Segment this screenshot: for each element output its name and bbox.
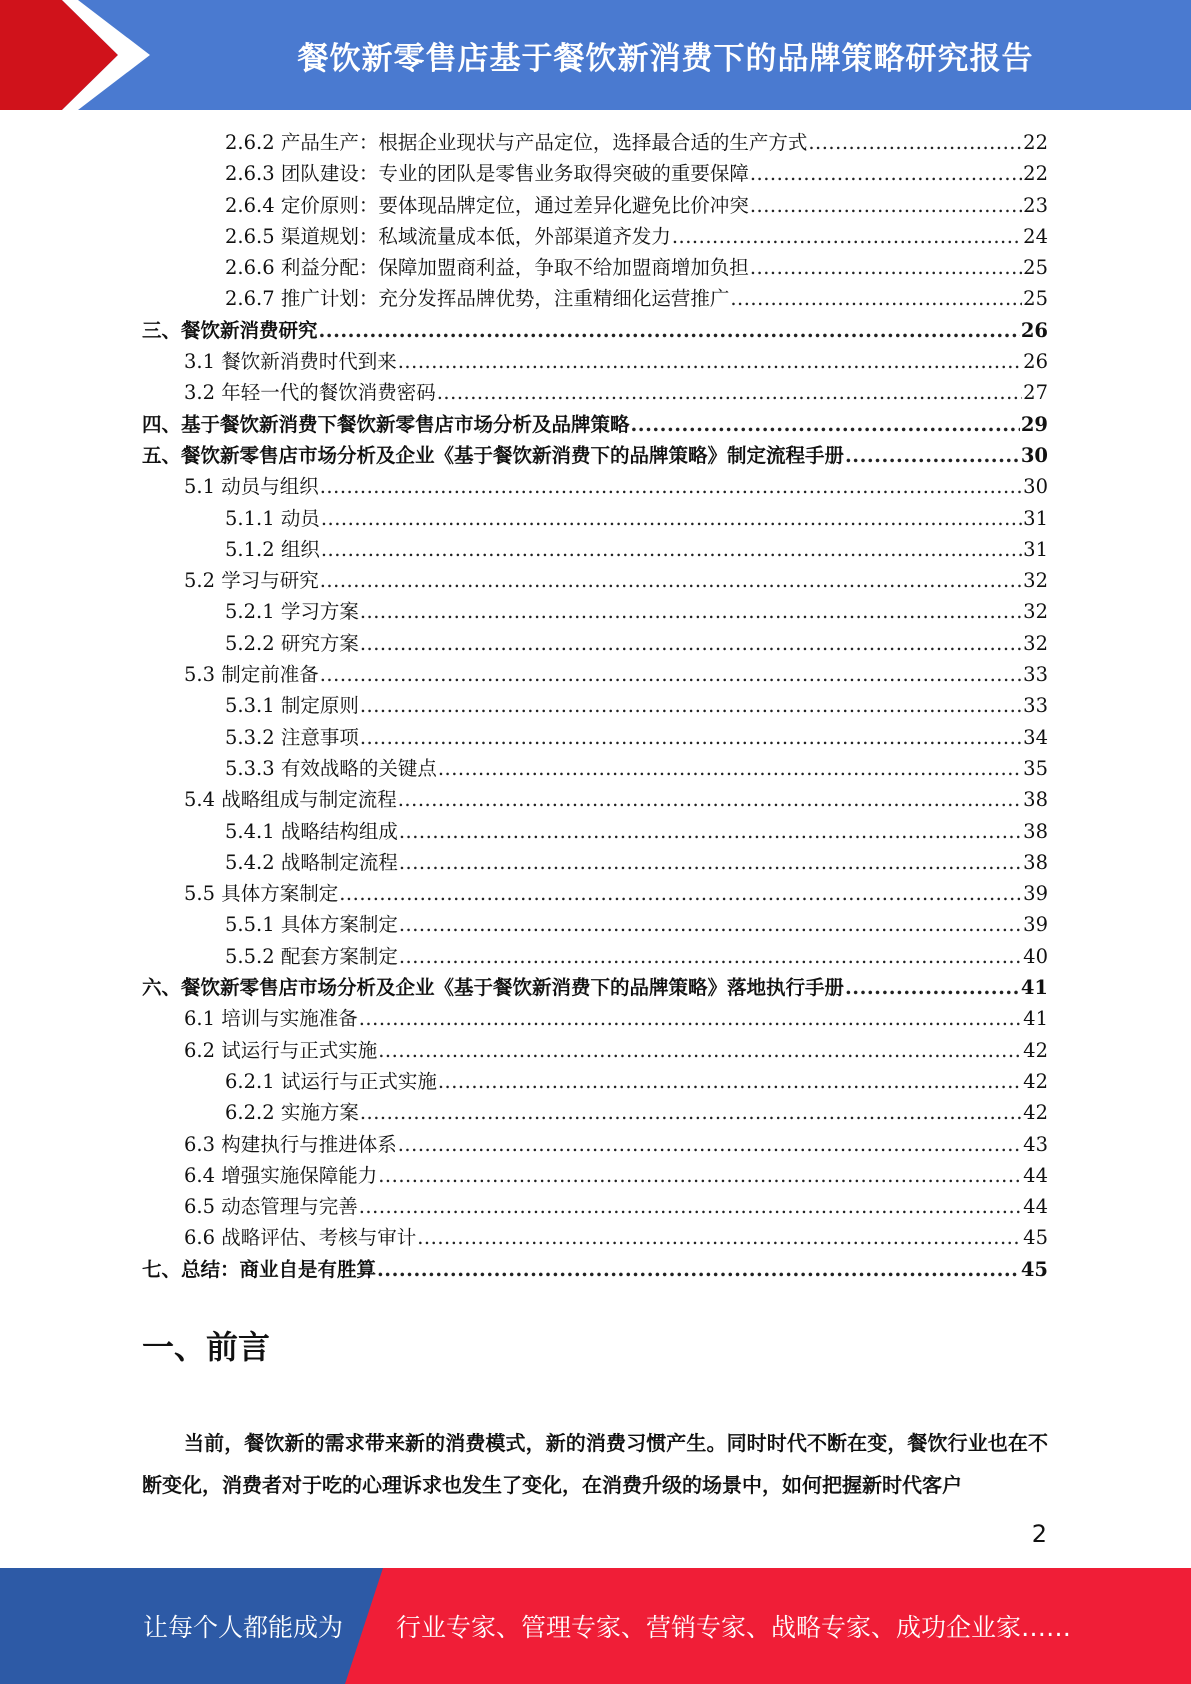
toc-entry-label: 6.1 培训与实施准备 [184,1007,358,1031]
toc-entry[interactable] [142,596,1048,627]
toc-entry-label: 2.6.2 产品生产：根据企业现状与产品定位，选择最合适的生产方式 [225,131,808,154]
toc-dot-leader [845,976,1020,999]
toc-entry-label: 5.2.2 研究方案 [225,631,359,655]
toc-entry-label: 5.5.2 配套方案制定 [225,944,398,968]
toc-dot-leader [360,600,1022,623]
toc-dot-leader [319,319,1020,342]
toc-dot-leader [360,1101,1022,1124]
toc-entry-label: 四、基于餐饮新消费下餐饮新零售店市场分析及品牌策略 [142,412,630,436]
toc-entry-label: 3.2 年轻一代的餐饮消费密码 [184,381,436,405]
toc-entry[interactable] [142,1035,1048,1066]
toc-entry-page: 32 [1023,631,1048,655]
toc-entry-page: 22 [1023,131,1048,154]
toc-dot-leader [750,194,1022,217]
toc-entry-page: 41 [1023,1007,1048,1031]
toc-dot-leader [672,225,1022,248]
toc-dot-leader [339,882,1022,905]
toc-entry-page: 35 [1023,756,1048,780]
toc-entry[interactable] [142,377,1048,408]
toc-dot-leader [360,726,1022,749]
footer-slogan-right: 行业专家、管理专家、营销专家、战略专家、成功企业家…… [396,1613,1072,1642]
toc-entry-label: 2.6.3 团队建设：专业的团队是零售业务取得突破的重要保障 [225,162,749,186]
toc-dot-leader [399,851,1022,874]
toc-entry[interactable] [142,690,1048,721]
toc-entry-label: 5.1.2 组织 [225,537,320,561]
toc-entry-page: 40 [1023,944,1048,968]
toc-entry[interactable] [142,816,1048,847]
toc-entry-page: 38 [1023,850,1048,874]
toc-entry-label: 6.5 动态管理与完善 [184,1195,358,1219]
toc-entry-label: 2.6.7 推广计划：充分发挥品牌优势，注重精细化运营推广 [225,287,730,311]
toc-entry[interactable] [142,158,1048,189]
report-title: 餐饮新零售店基于餐饮新消费下的品牌策略研究报告 [297,40,1034,77]
toc-dot-leader [377,1258,1020,1281]
toc-dot-leader [808,131,1022,154]
toc-entry-page: 31 [1023,506,1048,530]
toc-entry-page: 39 [1023,882,1048,906]
toc-entry-label: 5.3.2 注意事项 [225,725,359,749]
toc-entry[interactable] [142,409,1048,440]
toc-entry-label: 5.2.1 学习方案 [225,600,359,624]
toc-entry[interactable] [142,1129,1048,1160]
toc-entry-label: 5.3.3 有效战略的关键点 [225,756,437,780]
toc-entry-page: 31 [1023,537,1048,561]
toc-entry-label: 5.5 具体方案制定 [184,882,339,906]
toc-entry[interactable] [142,1066,1048,1097]
toc-entry-page: 32 [1023,600,1048,624]
toc-dot-leader [438,1070,1022,1093]
body-paragraph: 当前，餐饮新的需求带来新的消费模式，新的消费习惯产生。同时时代不断在变，餐饮行业也在不断变化，消费者对于吃的心理诉求也发生了变化，在消费升级的场景中，如何把握新时代客户 [142,1431,1048,1497]
toc-dot-leader [398,350,1022,373]
toc-entry[interactable] [142,534,1048,565]
toc-entry[interactable] [142,127,1048,158]
toc-entry-label: 6.2.1 试运行与正式实施 [225,1069,437,1093]
toc-entry-page: 30 [1023,475,1048,499]
toc-entry-page: 44 [1023,1163,1048,1187]
toc-entry-label: 5.3.1 制定原则 [225,694,359,718]
toc-entry-label: 5.4.1 战略结构组成 [225,819,398,843]
toc-entry[interactable] [142,1254,1048,1285]
toc-entry-label: 五、餐饮新零售店市场分析及企业《基于餐饮新消费下的品牌策略》制定流程手册 [142,443,845,467]
toc-dot-leader [360,694,1022,717]
toc-entry-label: 5.1.1 动员 [225,506,320,530]
toc-dot-leader [750,256,1022,279]
page-header [0,0,1191,110]
toc-dot-leader [399,913,1022,936]
toc-dot-leader [378,1164,1022,1187]
toc-entry[interactable] [142,722,1048,753]
toc-entry-page: 32 [1023,569,1048,593]
toc-entry-page: 33 [1023,663,1048,687]
toc-entry-page: 25 [1023,287,1048,311]
toc-entry[interactable] [142,346,1048,377]
toc-entry-label: 三、餐饮新消费研究 [142,318,318,342]
toc-entry[interactable] [142,972,1048,1003]
toc-dot-leader [359,1007,1022,1030]
toc-entry-page: 38 [1023,819,1048,843]
toc-entry-page: 22 [1023,162,1048,186]
toc-entry[interactable] [142,1191,1048,1222]
toc-dot-leader [417,1226,1022,1249]
toc-entry[interactable] [142,440,1048,471]
table-of-contents [142,127,1048,1285]
toc-entry-page: 29 [1020,412,1048,436]
toc-dot-leader [321,538,1022,561]
toc-entry[interactable] [142,221,1048,252]
toc-dot-leader [398,788,1022,811]
toc-entry-label: 6.2.2 实施方案 [225,1101,359,1125]
toc-dot-leader [398,1133,1022,1156]
toc-entry-page: 41 [1020,976,1048,1000]
toc-dot-leader [438,757,1022,780]
toc-entry[interactable] [142,565,1048,596]
toc-entry-page: 30 [1020,443,1048,467]
toc-entry-label: 5.4.2 战略制定流程 [225,850,398,874]
toc-dot-leader [730,287,1022,310]
toc-entry[interactable] [142,190,1048,221]
toc-entry-page: 27 [1023,381,1048,405]
page-number: 2 [1031,1520,1047,1548]
toc-entry-label: 6.3 构建执行与推进体系 [184,1132,397,1156]
toc-entry[interactable] [142,252,1048,283]
toc-entry-label: 2.6.4 定价原则：要体现品牌定位，通过差异化避免比价冲突 [225,193,749,217]
toc-entry-page: 26 [1020,318,1048,342]
toc-entry-page: 26 [1023,350,1048,374]
toc-entry[interactable] [142,659,1048,690]
toc-dot-leader [320,475,1022,498]
toc-entry-label: 5.1 动员与组织 [184,475,319,499]
toc-entry-label: 2.6.6 利益分配：保障加盟商利益，争取不给加盟商增加负担 [225,256,749,280]
toc-entry[interactable] [142,784,1048,815]
toc-entry-label: 5.5.1 具体方案制定 [225,913,398,937]
toc-entry[interactable] [142,1160,1048,1191]
toc-entry-page: 33 [1023,694,1048,718]
toc-entry-page: 24 [1023,224,1048,248]
toc-entry-label: 5.4 战略组成与制定流程 [184,788,397,812]
toc-entry[interactable] [142,471,1048,502]
toc-dot-leader [437,381,1022,404]
toc-entry-page: 38 [1023,788,1048,812]
toc-dot-leader [320,569,1022,592]
toc-entry[interactable] [142,878,1048,909]
toc-entry-label: 六、餐饮新零售店市场分析及企业《基于餐饮新消费下的品牌策略》落地执行手册 [142,976,845,1000]
toc-entry[interactable] [142,941,1048,972]
toc-dot-leader [631,413,1020,436]
toc-entry[interactable] [142,628,1048,659]
toc-dot-leader [845,444,1020,467]
toc-entry[interactable] [142,283,1048,314]
toc-dot-leader [399,945,1022,968]
toc-entry[interactable] [142,1222,1048,1253]
page-footer [0,1568,1191,1684]
toc-entry-label: 6.6 战略评估、考核与审计 [184,1226,417,1250]
toc-entry-label: 6.2 试运行与正式实施 [184,1038,378,1062]
toc-dot-leader [359,1195,1022,1218]
toc-entry-page: 43 [1023,1132,1048,1156]
toc-entry-page: 45 [1020,1257,1048,1281]
toc-entry-label: 5.3 制定前准备 [184,663,319,687]
toc-entry-page: 39 [1023,913,1048,937]
toc-dot-leader [750,162,1022,185]
toc-entry[interactable] [142,909,1048,940]
toc-entry-label: 5.2 学习与研究 [184,569,319,593]
toc-dot-leader [321,507,1022,530]
toc-entry[interactable] [142,503,1048,534]
toc-dot-leader [399,820,1022,843]
toc-entry-label: 6.4 增强实施保障能力 [184,1163,378,1187]
toc-entry-label: 七、总结：商业自是有胜算 [142,1257,377,1281]
toc-entry-page: 45 [1023,1226,1048,1250]
toc-entry-page: 42 [1023,1038,1048,1062]
toc-entry-page: 42 [1023,1069,1048,1093]
toc-entry[interactable] [142,1097,1048,1128]
toc-entry-label: 2.6.5 渠道规划：私域流量成本低，外部渠道齐发力 [225,224,671,248]
toc-entry-label: 3.1 餐饮新消费时代到来 [184,350,397,374]
toc-entry[interactable] [142,315,1048,346]
toc-entry-page: 42 [1023,1101,1048,1125]
section-heading: 一、前言 [142,1328,271,1366]
toc-entry[interactable] [142,847,1048,878]
toc-dot-leader [320,663,1022,686]
toc-entry[interactable] [142,1003,1048,1034]
toc-dot-leader [378,1039,1022,1062]
toc-dot-leader [360,632,1022,655]
footer-slogan-left: 让每个人都能成为 [143,1613,344,1642]
toc-entry-page: 44 [1023,1195,1048,1219]
toc-entry-page: 25 [1023,256,1048,280]
toc-entry-page: 23 [1023,193,1048,217]
toc-entry-page: 34 [1023,725,1048,749]
toc-entry[interactable] [142,753,1048,784]
header-red-chevron [0,0,150,110]
